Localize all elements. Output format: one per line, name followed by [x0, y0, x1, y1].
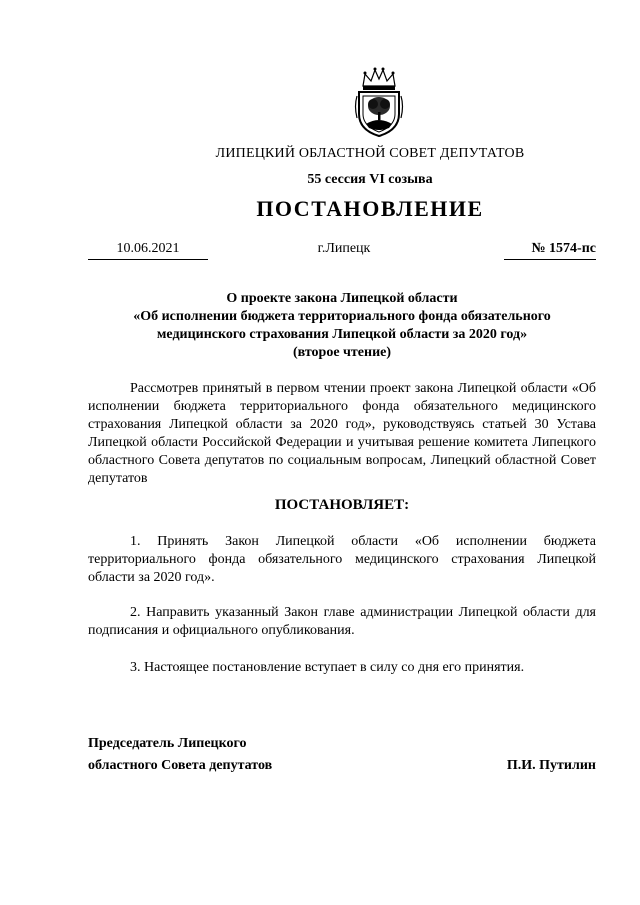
resolution-item: 3. Настоящее постановление вступает в силу со дня его принятия.: [130, 660, 525, 675]
signature-block: [88, 733, 596, 777]
subject-reading: (второе чтение): [292, 345, 392, 360]
signatory-name: П.И. Путилин: [506, 758, 596, 773]
subject-line: «Об исполнении бюджета территориального фонда обязательного: [133, 309, 551, 324]
document-date: 10.06.2021: [88, 241, 208, 260]
signatory-position: областного Совета депутатов: [88, 758, 273, 773]
subject-line: О проекте закона Липецкой области: [226, 291, 458, 306]
document-number: № 1574-пс: [504, 241, 596, 260]
signatory-position: Председатель Липецкого: [88, 736, 247, 751]
session-label: 55 сессия VI созыва: [307, 172, 433, 187]
subject-line: медицинского страхования Липецкой области за 2020 год»: [156, 327, 528, 342]
resolution-item: 2. Направить указанный Закон главе администрации Липецкой области для подписания и официального опубликования.: [88, 605, 596, 638]
document-meta-row: [88, 241, 596, 263]
resolution-item: 1. Принять Закон Липецкой области «Об исполнении бюджета территориального фонда обязательного медицинского страхования Липецкой области за 2020 год».: [88, 534, 596, 585]
document-subject: [88, 290, 596, 362]
lipetsk-coat-of-arms-icon: [353, 66, 405, 138]
council-name: ЛИПЕЦКИЙ ОБЛАСТНОЙ СОВЕТ ДЕПУТАТОВ: [215, 146, 525, 161]
decree-heading: ПОСТАНОВЛЯЕТ:: [274, 497, 410, 513]
preamble-paragraph: Рассмотрев принятый в первом чтении проект закона Липецкой области «Об исполнении бюджета территориального фонда обязательного медицинского страхования Липецкой области за 2020 год», руководствуясь статьей 30 Устава Липецкой области Российской Федерации и учитывая решение комитета Липецкого областного Совета депутатов по социальным вопросам, Липецкий областной Совет депутатов: [88, 381, 596, 486]
document-type-title: ПОСТАНОВЛЕНИЕ: [256, 196, 484, 221]
document-city: г.Липецк: [317, 241, 371, 256]
